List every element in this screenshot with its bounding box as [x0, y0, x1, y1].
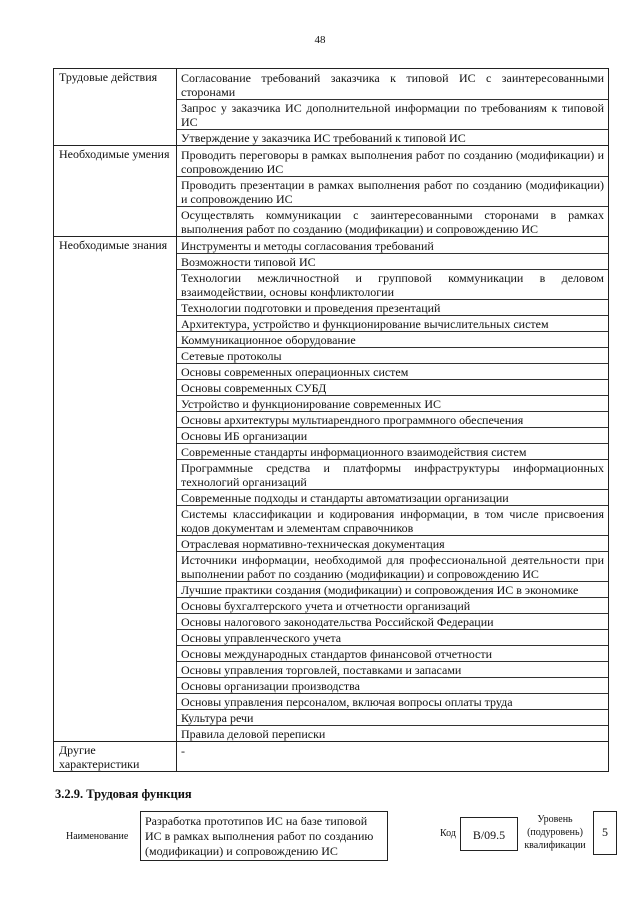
table-row [54, 237, 609, 742]
list-item: Проводить переговоры в рамках выполнения работ по созданию (модификации) и сопровождению ИС [177, 147, 608, 177]
code-label: Код [440, 828, 456, 839]
list-item: Основы современных операционных систем [177, 364, 608, 380]
labor-function-header [62, 811, 622, 867]
row-items [177, 69, 609, 146]
list-item: Архитектура, устройство и функционирование вычислительных систем [177, 316, 608, 332]
list-item: Системы классификации и кодирования информации, в том числе присвоения кодов документам и элементам справочников [177, 506, 608, 536]
list-item: Источники информации, необходимой для профессиональной деятельности при выполнении работ по созданию (модификации) и сопровождению ИС [177, 552, 608, 582]
competency-table-wrapper [53, 68, 609, 772]
row-label: Необходимые знания [54, 237, 177, 742]
function-name-box: Разработка прототипов ИС на базе типовой ИС в рамках выполнения работ по созданию (модификации) и сопровождению ИС [140, 811, 388, 861]
list-item: Основы ИБ организации [177, 428, 608, 444]
section-heading: 3.2.9. Трудовая функция [55, 787, 192, 801]
list-item: - [181, 744, 185, 758]
list-item: Основы бухгалтерского учета и отчетности организаций [177, 598, 608, 614]
list-item: Основы налогового законодательства Российской Федерации [177, 614, 608, 630]
list-item: Основы современных СУБД [177, 380, 608, 396]
row-label: Необходимые умения [54, 146, 177, 237]
list-item: Инструменты и методы согласования требований [177, 238, 608, 254]
list-item: Основы международных стандартов финансовой отчетности [177, 646, 608, 662]
row-items [177, 146, 609, 237]
list-item: Основы управления персоналом, включая вопросы оплаты труда [177, 694, 608, 710]
list-item: Технологии межличностной и групповой коммуникации в деловом взаимодействии, основы конфликтологии [177, 270, 608, 300]
name-label: Наименование [66, 831, 129, 842]
list-item: Правила деловой переписки [181, 727, 326, 741]
list-item: Лучшие практики создания (модификации) и сопровождения ИС в экономике [177, 582, 608, 598]
page-number: 48 [314, 34, 326, 46]
list-item: Возможности типовой ИС [177, 254, 608, 270]
list-item: Утверждение у заказчика ИС требований к типовой ИС [181, 131, 466, 145]
table-row [54, 742, 609, 772]
list-item: Отраслевая нормативно-техническая документация [177, 536, 608, 552]
table-row [54, 146, 609, 237]
list-item: Проводить презентации в рамках выполнения работ по созданию (модификации) и сопровождению ИС [177, 177, 608, 207]
competency-table [53, 68, 609, 772]
list-item: Технологии подготовки и проведения презентаций [177, 300, 608, 316]
qualification-level-label: Уровень (подуровень) квалификации [524, 814, 586, 851]
list-item: Согласование требований заказчика к типовой ИС с заинтересованными сторонами [177, 70, 608, 100]
table-row [54, 69, 609, 146]
row-items [177, 237, 609, 742]
list-item: Современные подходы и стандарты автоматизации организации [177, 490, 608, 506]
list-item: Программные средства и платформы инфраструктуры информационных технологий организаций [177, 460, 608, 490]
list-item: Современные стандарты информационного взаимодействия систем [177, 444, 608, 460]
list-item: Сетевые протоколы [177, 348, 608, 364]
list-item: Осуществлять коммуникации с заинтересованными сторонами в рамках выполнения работ по созданию (модификации) и сопровождению ИС [181, 208, 604, 236]
function-code-box: B/09.5 [460, 817, 518, 851]
row-label: Другие характеристики [54, 742, 177, 772]
list-item: Культура речи [177, 710, 608, 726]
row-label: Трудовые действия [54, 69, 177, 146]
list-item: Коммуникационное оборудование [177, 332, 608, 348]
competency-table-body [54, 69, 609, 772]
list-item: Устройство и функционирование современных ИС [177, 396, 608, 412]
list-item: Основы архитектуры мультиарендного программного обеспечения [177, 412, 608, 428]
row-items [177, 742, 609, 772]
list-item: Основы управленческого учета [177, 630, 608, 646]
list-item: Запрос у заказчика ИС дополнительной информации по требованиям к типовой ИС [177, 100, 608, 130]
list-item: Основы управления торговлей, поставками и запасами [177, 662, 608, 678]
qualification-level-box: 5 [593, 811, 617, 855]
list-item: Основы организации производства [177, 678, 608, 694]
